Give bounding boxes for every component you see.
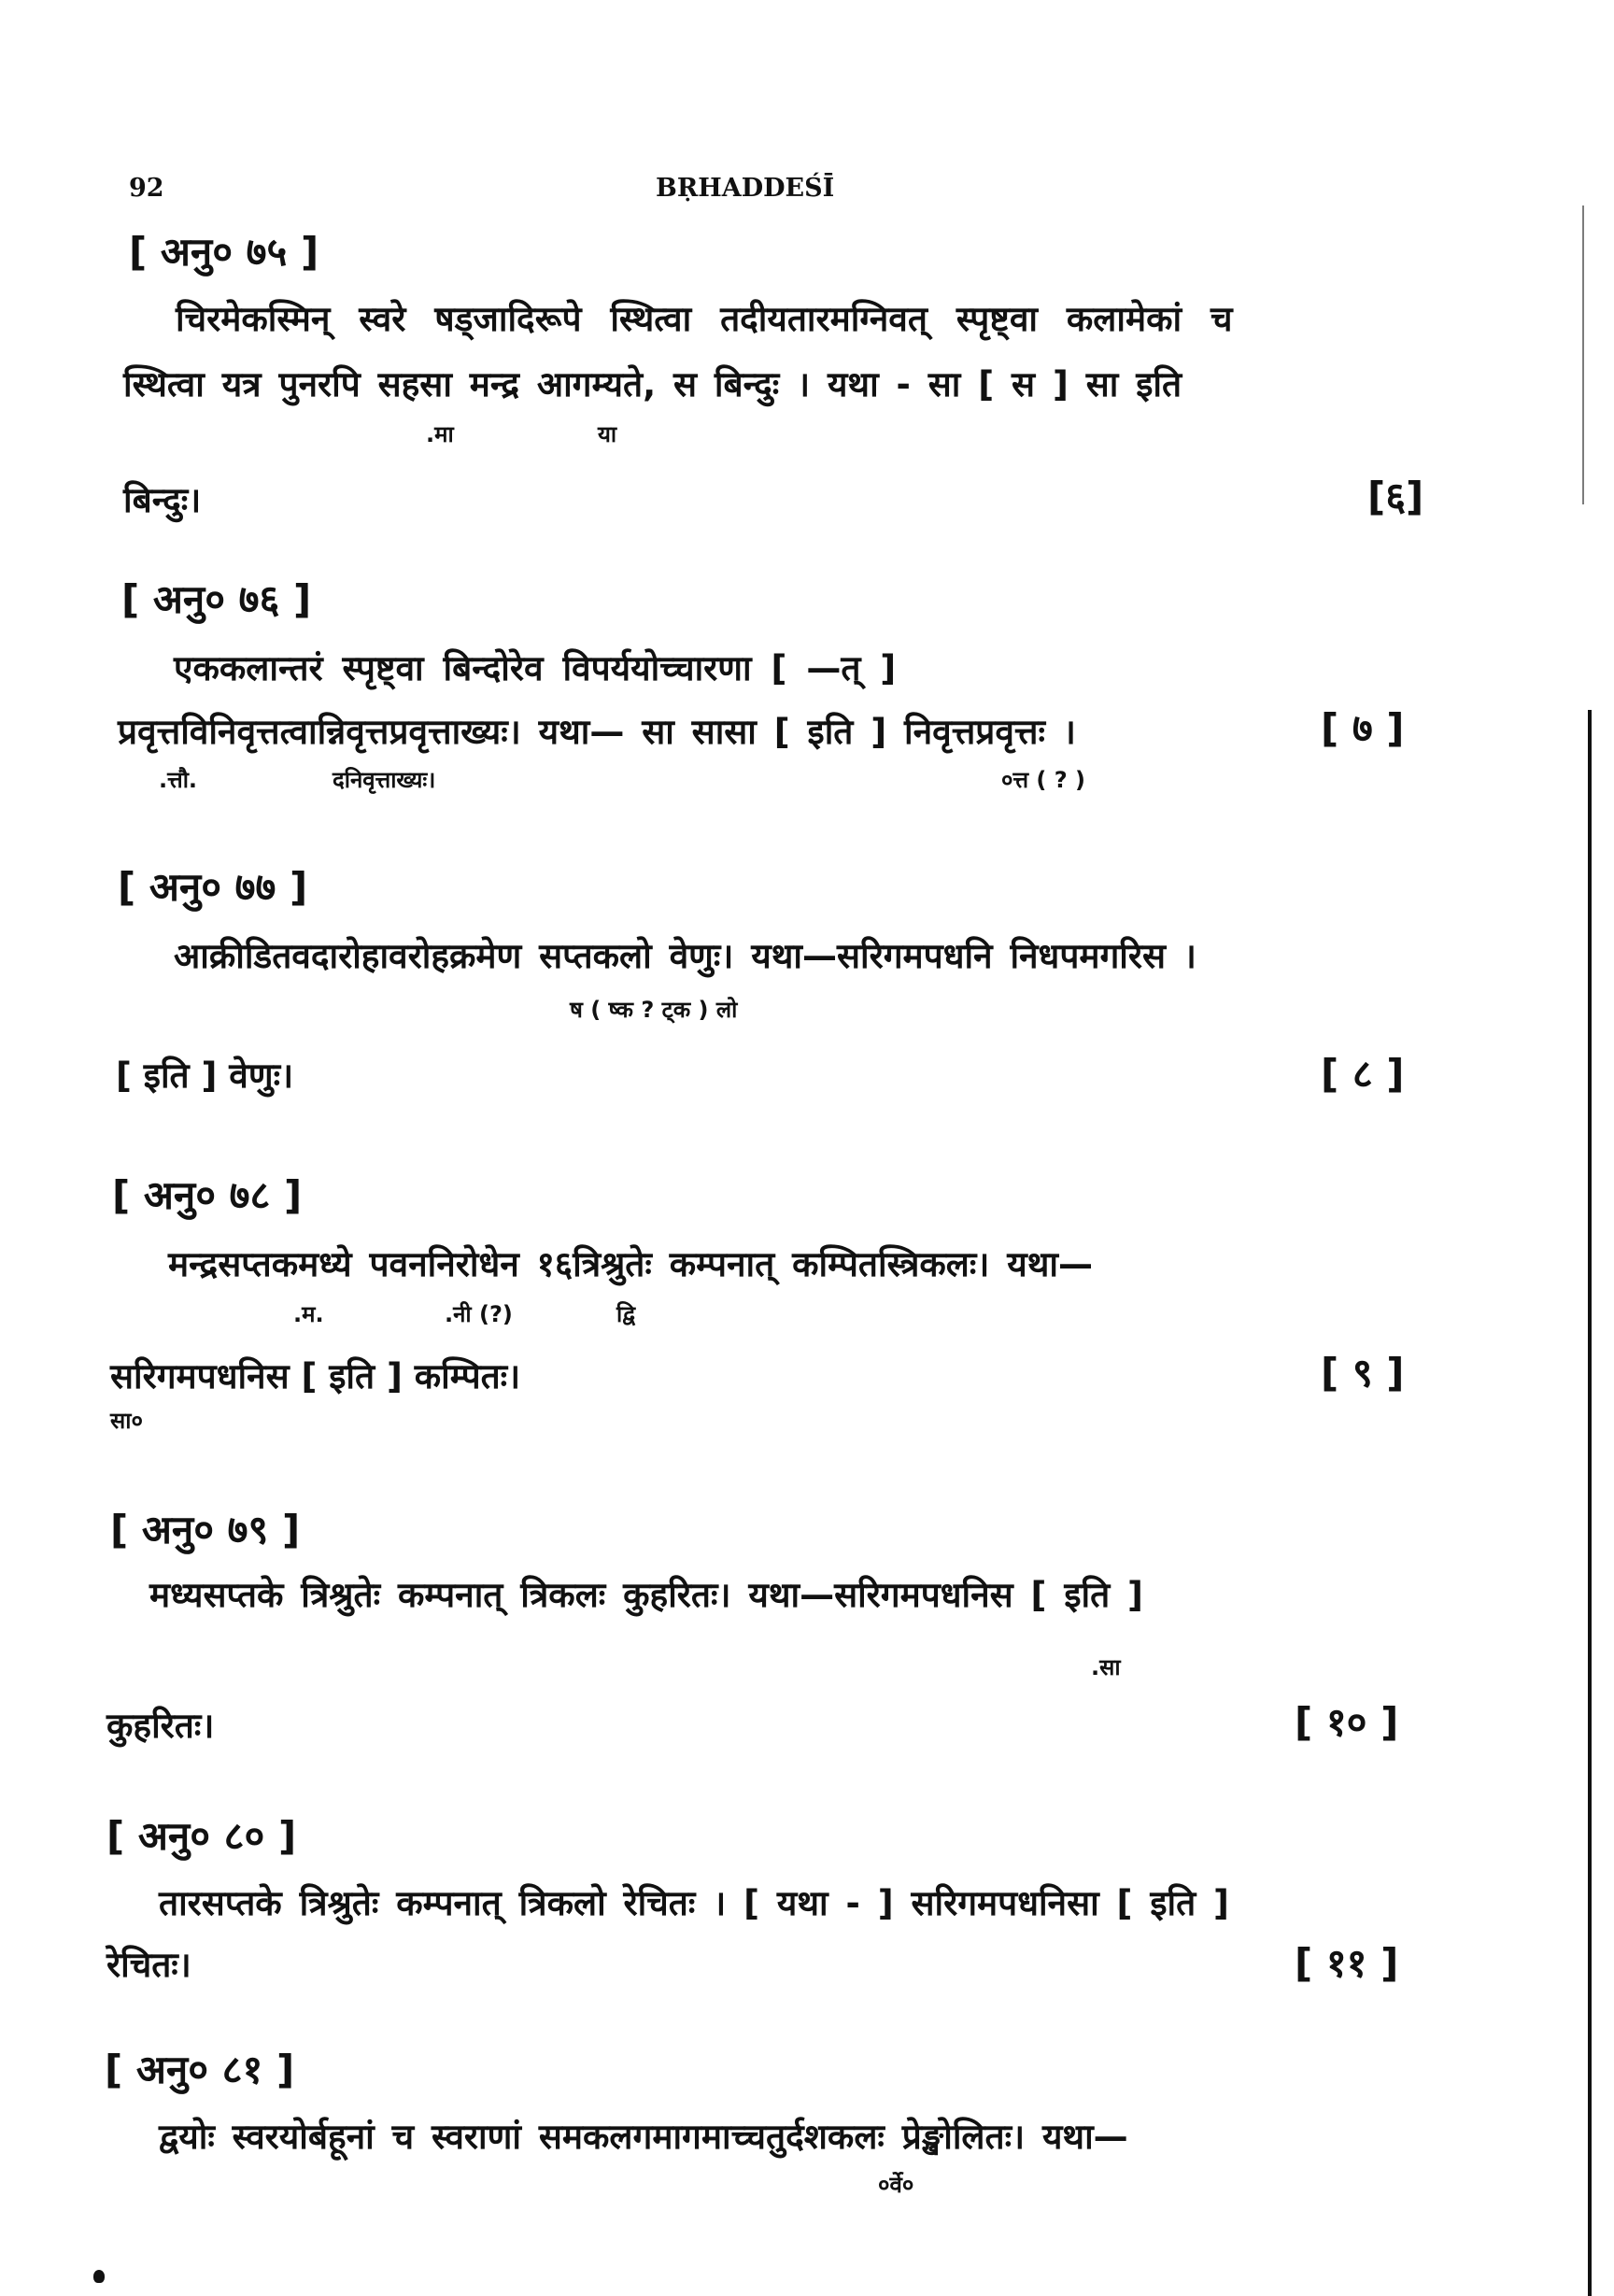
variant-note: .नी (?) xyxy=(445,1301,513,1327)
page-number: 92 xyxy=(129,174,164,203)
scan-edge-line xyxy=(1582,206,1584,504)
variant-note: ०त्त ( ? ) xyxy=(1001,767,1085,793)
section-heading: [ अनु० ७९ ] xyxy=(110,1507,301,1552)
running-title: BṚHADDEŚĪ xyxy=(656,174,835,203)
paragraph-line xyxy=(176,293,1457,341)
variant-note: .त्तौ. xyxy=(159,767,198,793)
section-heading: [ अनु० ८० ] xyxy=(106,1813,297,1859)
paragraph-line: द्वयोः स्वरयोर्बहूनां च स्वराणां समकलगमागमाच्चतुर्दशकलः प्रेङ्खोलितः। यथा— xyxy=(159,2117,1128,2157)
verse-number: [६] xyxy=(1367,474,1424,519)
variant-note: .म. xyxy=(293,1301,324,1327)
paragraph-line: कुहरितः। xyxy=(106,1706,215,1746)
paragraph-line: प्रवृत्तविनिवृत्तत्वान्निवृत्तप्रवृत्ताख्यः। यथा— सा सासा [ इति ] निवृत्तप्रवृत्तः । xyxy=(118,712,1076,752)
section-heading: [ अनु० ७५ ] xyxy=(129,229,319,275)
verse-number: [ ८ ] xyxy=(1321,1051,1405,1097)
section-heading: [ अनु० ७६ ] xyxy=(121,576,312,622)
paragraph-line: स्थित्वा यत्र पुनरपि सहसा मन्द्र आगम्यते, स बिन्दुः । यथा - सा [ स ] सा इति xyxy=(123,364,1182,404)
variant-note: दनिवृत्ताख्यः। xyxy=(333,767,436,793)
variant-note: सा० xyxy=(110,1408,143,1434)
variant-note: .सा xyxy=(1091,1654,1121,1680)
section-heading: [ अनु० ८१ ] xyxy=(105,2047,295,2092)
paragraph-line: रेचितः। xyxy=(106,1945,191,1985)
verse-number: [ ७ ] xyxy=(1321,705,1405,751)
verse-number: [ १० ] xyxy=(1295,1699,1399,1745)
paragraph-line: सरिगमपधनिस [ इति ] कम्पितः। xyxy=(110,1356,521,1396)
paragraph-line: मध्यसप्तके त्रिश्रुतेः कम्पनात् त्रिकलः कुहरितः। यथा—सरिगमपधनिस [ इति ] xyxy=(149,1575,1143,1615)
paragraph-line: आक्रीडितवदारोहावरोहक्रमेण सप्तकलो वेणुः। यथा—सरिगमपधनि निधपमगरिस । xyxy=(174,936,1196,976)
paragraph-text: चिरमेकस्मिन् स्वरे षड्जादिरूपे स्थित्वा तदीयतारमग्निवत् स्पृष्ट्वा कलामेकां च xyxy=(176,299,1233,339)
verse-number: [ ९ ] xyxy=(1321,1350,1405,1396)
verse-number: [ ११ ] xyxy=(1295,1940,1399,1986)
ink-blot xyxy=(93,2270,105,2283)
paragraph-line: मन्द्रसप्तकमध्ये पवननिरोधेन १६त्रिश्रुतेः कम्पनात् कम्पितस्त्रिकलः। यथा— xyxy=(168,1244,1093,1284)
section-heading: [ अनु० ७८ ] xyxy=(112,1172,303,1218)
variant-note: .मा xyxy=(426,421,454,447)
paragraph-line: एककलान्तरं स्पृष्ट्वा बिन्दोरेव विपर्ययोच्चारणा [ —त् ] xyxy=(174,648,897,688)
paragraph-line: [ इति ] वेणुः। xyxy=(116,1056,294,1096)
variant-note: ०र्वे० xyxy=(878,2172,914,2198)
variant-note: या xyxy=(598,421,617,447)
paragraph-line: बिन्दुः। xyxy=(123,480,202,520)
section-heading: [ अनु० ७७ ] xyxy=(118,864,308,910)
variant-note: ष ( ष्क ? ट्क ) लो xyxy=(570,997,738,1023)
paragraph-line: तारसप्तके त्रिश्रुतेः कम्पनात् त्रिकलो रेचितः । [ यथा - ] सरिगमपधनिसा [ इति ] xyxy=(159,1883,1229,1923)
scan-edge-line xyxy=(1588,710,1592,2296)
variant-note: द्वि xyxy=(616,1301,636,1327)
